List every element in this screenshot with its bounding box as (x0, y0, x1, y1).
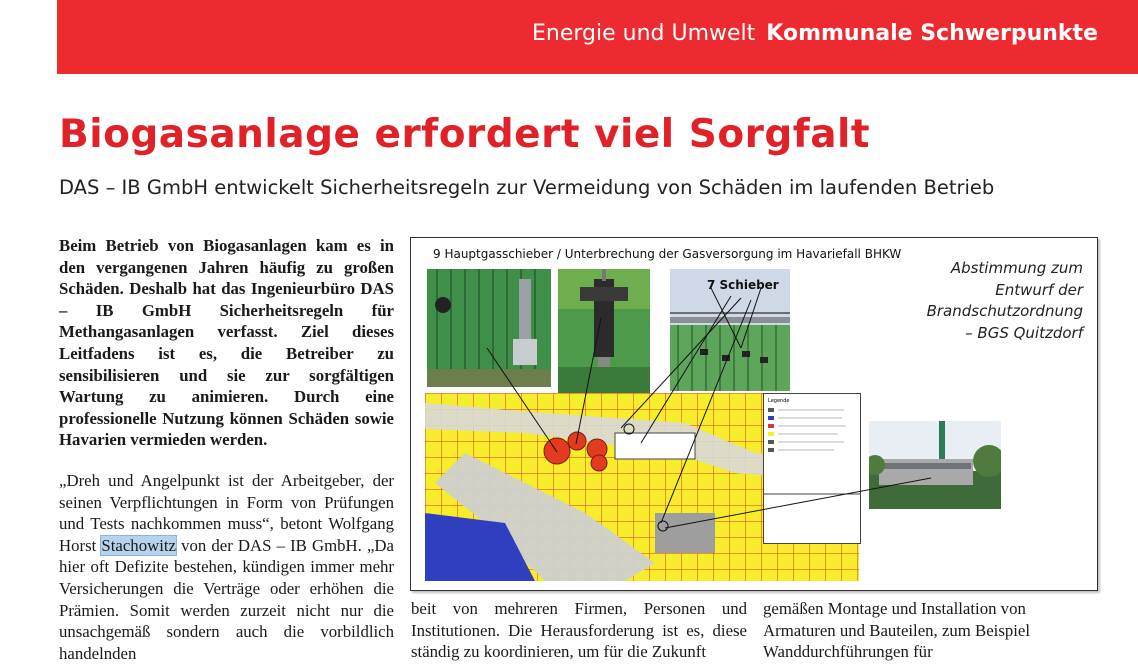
section-label (532, 21, 1098, 46)
legend-title: Legende (768, 398, 790, 404)
figure-box (410, 237, 1098, 591)
body-column-2: beit von mehreren Firmen, Personen und Institutionen. Die Herausforderung ist es, diese ständig zu koordinieren, um für die Zukunft (411, 599, 747, 662)
article-subtitle: DAS – IB GmbH entwickelt Sicherheitsregeln zur Vermeidung von Schäden im laufenden Betrieb (59, 176, 995, 199)
body-column-1 (59, 470, 394, 664)
article-lead: Beim Betrieb von Biogasanlagen kam es in den vergangenen Jahren häufig zu großen Schäden. Deshalb hat das Ingenieurbüro DAS – IB GmbH Sicherheitsregeln für Methangasanlagen verfasst. Ziel dieses Leitfadens ist es, die Betreiber zu sensibilisieren und sie zur sorgfältigen Wartung zu animieren. Durch eine professionelle Nutzung können Schäden sowie Havarien vermieden werden. (59, 236, 394, 450)
section-name: Energie und Umwelt (532, 21, 756, 46)
figure-heading: 9 Hauptgasschieber / Unterbrechung der Gasversorgung im Havariefall BHKW (433, 247, 902, 261)
body-text: von der DAS – IB GmbH. „Da hier oft Defizite bestehen, kündigen immer mehr Versicherungen die Verträge oder erhöhen die Prämien. Somit werden zurzeit nicht nur die unsachgemäß sondern auch die vorbildlich handelnden (59, 535, 394, 663)
header-bar (57, 0, 1138, 74)
body-column-3: gemäßen Montage und Installation von Armaturen und Bauteilen, zum Beispiel Wanddurchführungen für (763, 599, 1031, 662)
figure-caption: Abstimmung zum Entwurf der Brandschutzordnung – BGS Quitzdorf (926, 259, 1083, 342)
section-name-bold: Kommunale Schwerpunkte (766, 21, 1098, 46)
label-7-schieber: 7 Schieber (707, 278, 779, 292)
text-selection-highlight[interactable]: Stachowitz (101, 535, 176, 555)
body-text: „Dreh und Angelpunkt ist der Arbeitgeber, der seinen Verpflichtungen in Form von Prüfungen und Tests nachkommen muss“, betont Wolfgang Horst (59, 471, 394, 555)
article-title: Biogasanlage erfordert viel Sorgfalt (59, 112, 871, 157)
